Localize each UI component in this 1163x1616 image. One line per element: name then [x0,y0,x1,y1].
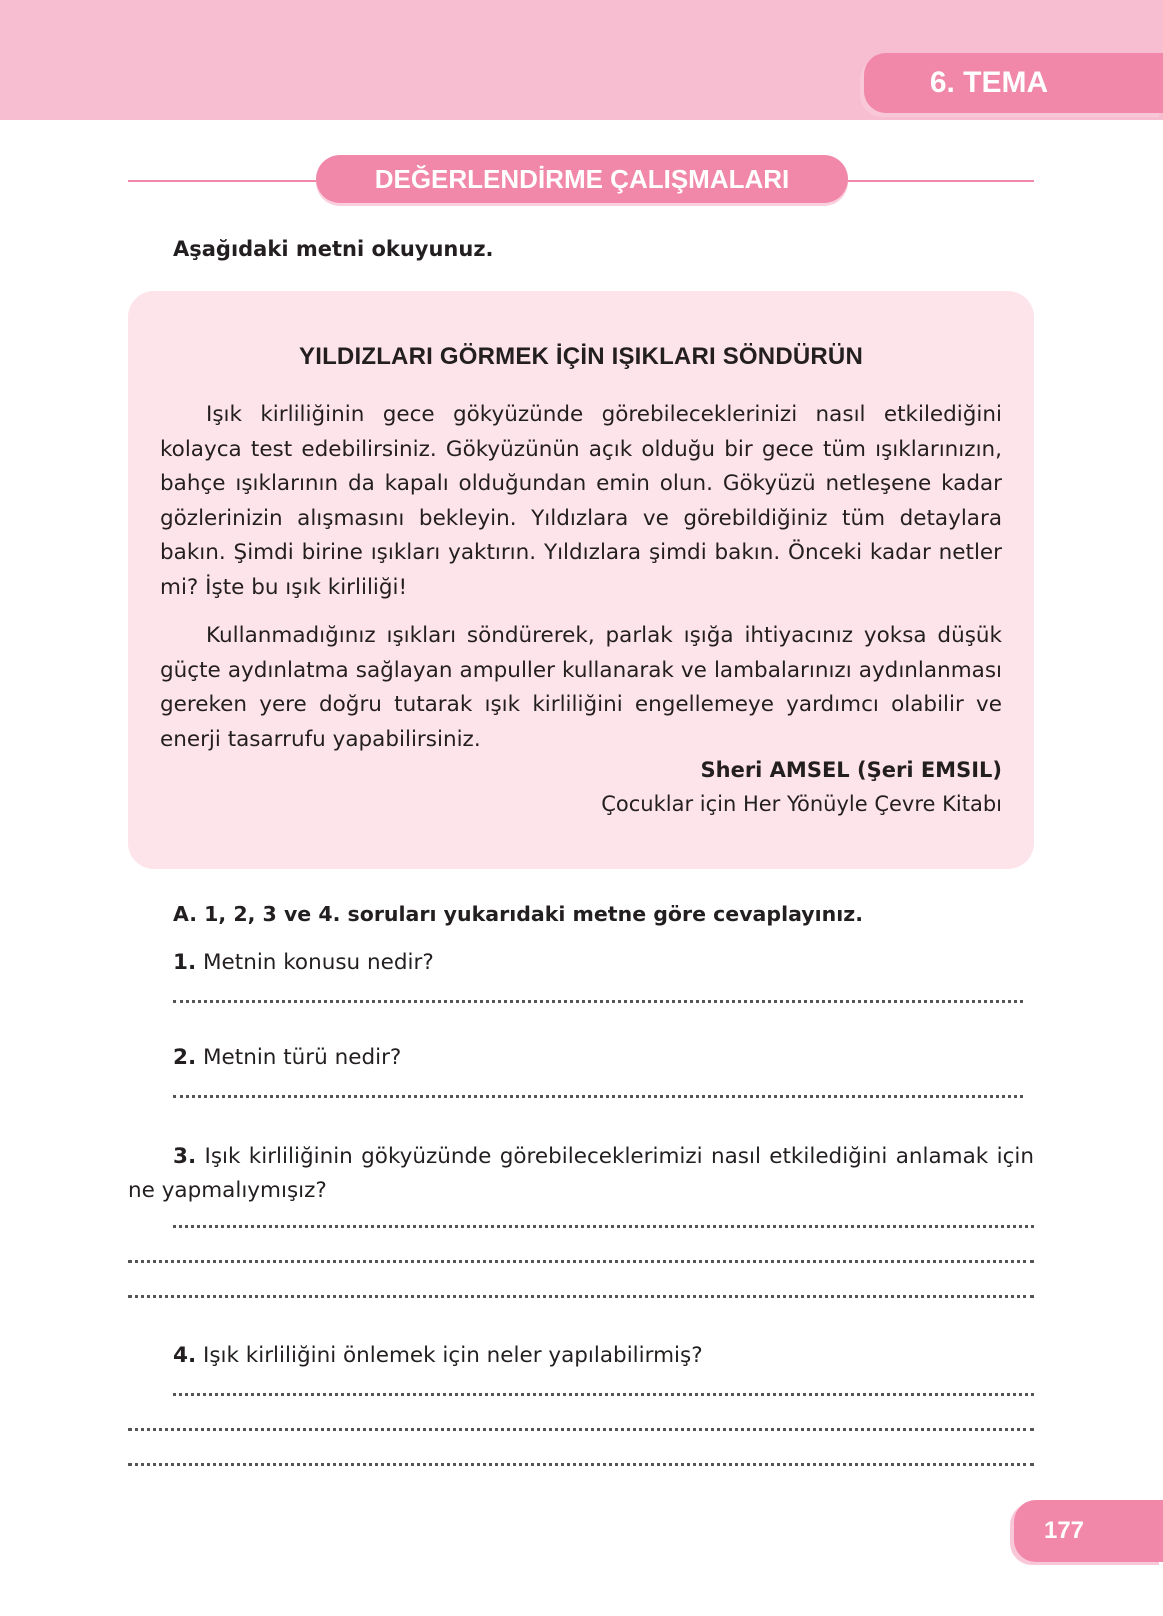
section-rule-left [128,180,328,182]
question-text: Işık kirliliğini önlemek için neler yapılabilirmiş? [202,1343,703,1368]
reading-author: Sheri AMSEL (Şeri EMSIL) [700,758,1002,782]
question-3 [128,1140,1034,1208]
reading-source: Çocuklar için Her Yönüyle Çevre Kitabı [601,792,1002,816]
theme-tab [864,53,1163,113]
answer-line[interactable] [128,1295,1034,1298]
question-number: 3. [173,1144,197,1169]
reading-instruction: Aşağıdaki metni okuyunuz. [173,237,494,261]
answer-line[interactable] [173,1393,1034,1396]
reading-paragraph: Işık kirliliğinin gece gökyüzünde görebileceklerinizi nasıl etkilediğini kolayca test edebilirsiniz. Gökyüzünün açık olduğu bir gece tüm ışıklarınızın, bahçe ışıklarının da kapalı olduğundan emin olun. Gökyüzü netleşene kadar gözlerinizin alışmasını bekleyin. Yıldızlara ve görebildiğiniz tüm detaylara bakın. Şimdi birine ışıkları yaktırın. Yıldızlara şimdi bakın. Önceki kadar netler mi? İşte bu ışık kirliliği! [160,402,1002,600]
question-number: 1. [173,950,197,975]
question-4 [173,1343,703,1368]
section-a-instruction: A. 1, 2, 3 ve 4. soruları yukarıdaki metne göre cevaplayınız. [173,902,864,926]
reading-paragraph: Kullanmadığınız ışıkları söndürerek, parlak ışığa ihtiyacınız yoksa düşük güçte aydınlatma sağlayan ampuller kullanarak ve lambalarınızı aydınlanması gereken yere doğru tutarak ışık kirliliğini engellemeye yardımcı olabilir ve enerji tasarrufu yapabilirsiniz. [160,623,1002,752]
question-text: Işık kirliliğinin gökyüzünde görebileceklerimizi nasıl etkilediğini anlamak için ne yapmalıymışız? [128,1144,1034,1203]
answer-line[interactable] [173,1095,1023,1098]
answer-line[interactable] [173,1225,1034,1228]
page-number-tab [1014,1500,1163,1562]
answer-line[interactable] [128,1463,1034,1466]
theme-label: 6. TEMA [929,66,1049,99]
question-text: Metnin konusu nedir? [202,950,434,975]
answer-line[interactable] [173,1000,1023,1003]
reading-box [128,291,1034,869]
question-number: 4. [173,1343,197,1368]
question-number: 2. [173,1045,197,1070]
question-2 [173,1045,401,1070]
page-number: 177 [1043,1517,1085,1544]
answer-line[interactable] [128,1428,1034,1431]
section-rule-right [836,180,1034,182]
reading-title: YILDIZLARI GÖRMEK İÇİN IŞIKLARI SÖNDÜRÜN [299,343,863,370]
question-text: Metnin türü nedir? [202,1045,402,1070]
section-title: DEĞERLENDİRME ÇALIŞMALARI [316,155,848,203]
question-1 [173,950,434,975]
answer-line[interactable] [128,1260,1034,1263]
